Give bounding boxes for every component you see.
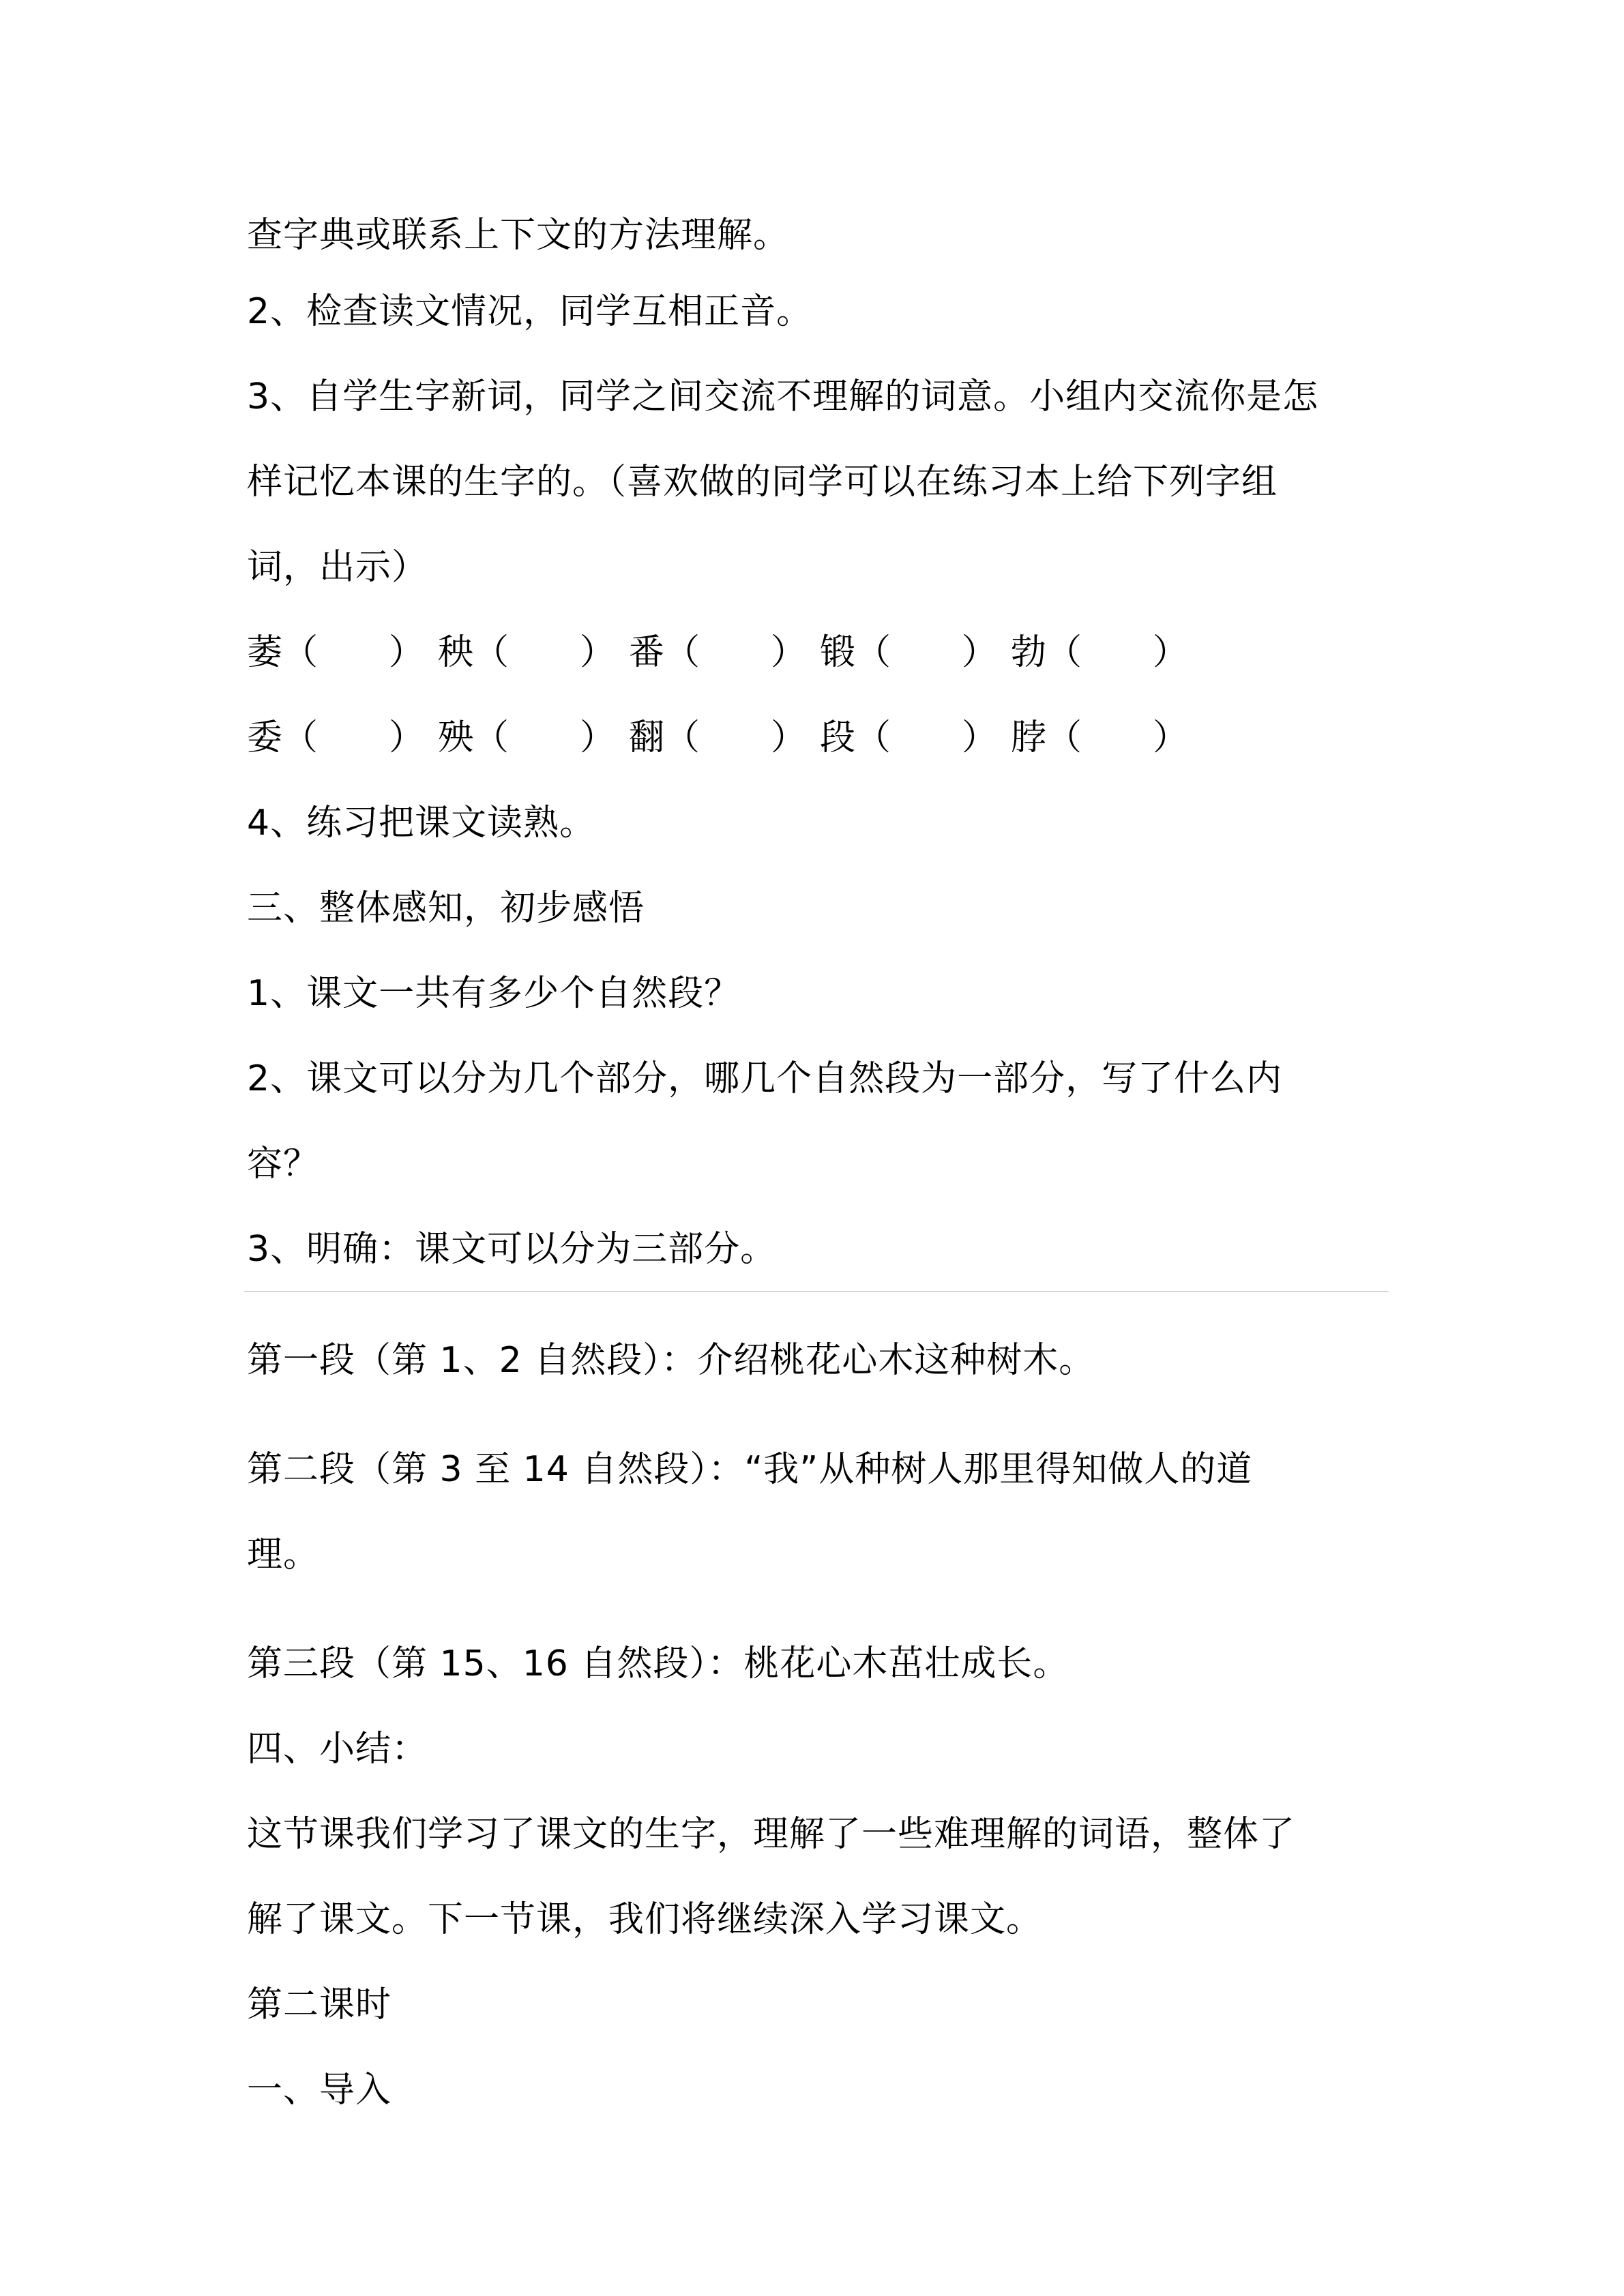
text-line: 4、练习把课文读熟。 xyxy=(247,803,596,844)
section-heading: 第二课时 xyxy=(247,1984,392,2025)
text-line: 样记忆本课的生字的。（喜欢做的同学可以在练习本上给下列字组 xyxy=(247,462,1278,503)
word-blank: 脖（ ） xyxy=(1011,717,1189,758)
text-line: 2、检查读文情况，同学互相正音。 xyxy=(247,291,813,332)
word-blank: 勃（ ） xyxy=(1011,632,1189,673)
text-line: 理。 xyxy=(247,1534,320,1575)
text-line: 第三段（第 15、16 自然段）：桃花心木茁壮成长。 xyxy=(247,1643,1069,1684)
section-heading: 三、整体感知，初步感悟 xyxy=(247,888,645,929)
text-line: 词，出示） xyxy=(247,547,428,588)
text-line: 3、自学生字新词，同学之间交流不理解的词意。小组内交流你是怎 xyxy=(247,376,1319,417)
text-line: 第一段（第 1、2 自然段）：介绍桃花心木这种树木。 xyxy=(247,1340,1095,1381)
section-heading: 四、小结： xyxy=(247,1729,428,1770)
word-blank: 秧（ ） xyxy=(438,632,616,673)
text-line: 解了课文。下一节课，我们将继续深入学习课文。 xyxy=(247,1899,1043,1940)
word-row xyxy=(247,714,1270,762)
word-blank: 翻（ ） xyxy=(629,717,807,758)
word-blank: 委（ ） xyxy=(247,717,425,758)
text-line: 1、课文一共有多少个自然段？ xyxy=(247,973,741,1014)
word-row xyxy=(247,629,1270,676)
section-heading: 一、导入 xyxy=(247,2070,392,2111)
word-blank: 锻（ ） xyxy=(820,632,998,673)
page-divider xyxy=(244,1291,1389,1292)
text-line: 2、课文可以分为几个部分，哪几个自然段为一部分，写了什么内 xyxy=(247,1058,1283,1099)
text-line: 这节课我们学习了课文的生字，理解了一些难理解的词语，整体了 xyxy=(247,1814,1296,1855)
text-line: 3、明确：课文可以分为三部分。 xyxy=(247,1229,777,1270)
text-line: 容？ xyxy=(247,1144,320,1184)
word-blank: 番（ ） xyxy=(629,632,807,673)
word-blank: 段（ ） xyxy=(820,717,998,758)
word-blank: 萎（ ） xyxy=(247,632,425,673)
word-blank: 殃（ ） xyxy=(438,717,616,758)
text-line: 第二段（第 3 至 14 自然段）：“我”从种树人那里得知做人的道 xyxy=(247,1449,1253,1490)
text-line: 查字典或联系上下文的方法理解。 xyxy=(247,215,790,256)
